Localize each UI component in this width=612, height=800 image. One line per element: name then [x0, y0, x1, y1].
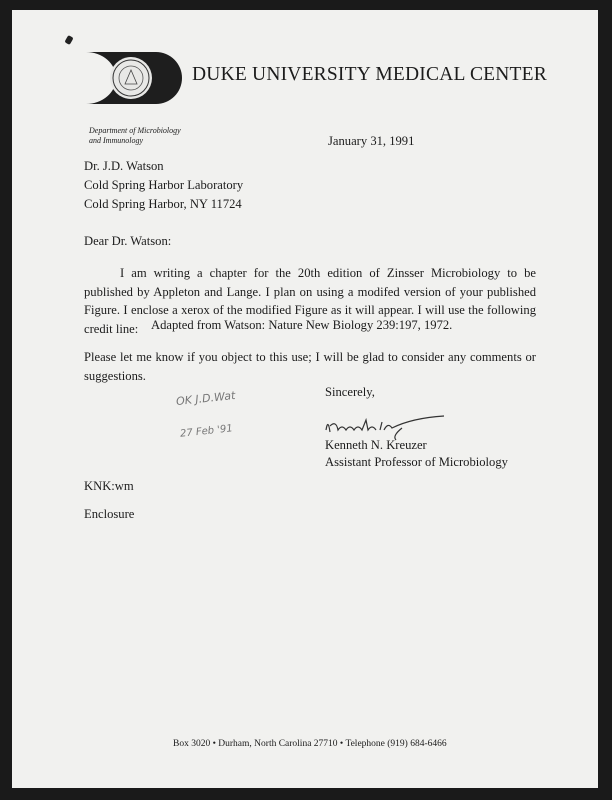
letterhead-footer: Box 3020 • Durham, North Carolina 27710 • Telephone (919) 684-6466: [173, 739, 447, 749]
signer-name: Kenneth N. Kreuzer: [325, 438, 427, 452]
department-line: and Immunology: [89, 136, 143, 145]
duke-medical-center-logo: [86, 52, 182, 104]
enclosure-note: Enclosure: [84, 507, 135, 521]
signer-title: Assistant Professor of Microbiology: [325, 455, 508, 469]
recipient-address: [84, 157, 243, 214]
closing: Sincerely,: [325, 385, 375, 399]
address-line: Dr. J.D. Watson: [84, 159, 164, 173]
handwritten-date: 27 Feb '91: [179, 423, 234, 440]
department-line: Department of Microbiology: [89, 126, 181, 135]
credit-line: Adapted from Watson: Nature New Biology 239:197, 1972.: [151, 318, 453, 332]
address-line: Cold Spring Harbor, NY 11724: [84, 197, 242, 211]
handwritten-approval: OK J.D.Wat: [175, 388, 236, 409]
body-paragraph: Please let me know if you object to this use; I will be glad to consider any comments or suggestions.: [84, 350, 536, 383]
typist-initials: KNK:wm: [84, 479, 134, 493]
body-paragraph: I am writing a chapter for the 20th edition of Zinsser Microbiology to be published by Appleton and Lange. I plan on using a modifed version of your published Figure. I enclose a xerox of the modified Figure as it will appear. I will use the following credit line:: [84, 266, 536, 336]
department: [89, 126, 181, 146]
salutation: Dear Dr. Watson:: [84, 234, 172, 248]
institution-name: DUKE UNIVERSITY MEDICAL CENTER: [192, 64, 547, 85]
letter-date: January 31, 1991: [328, 134, 415, 148]
address-line: Cold Spring Harbor Laboratory: [84, 178, 244, 192]
